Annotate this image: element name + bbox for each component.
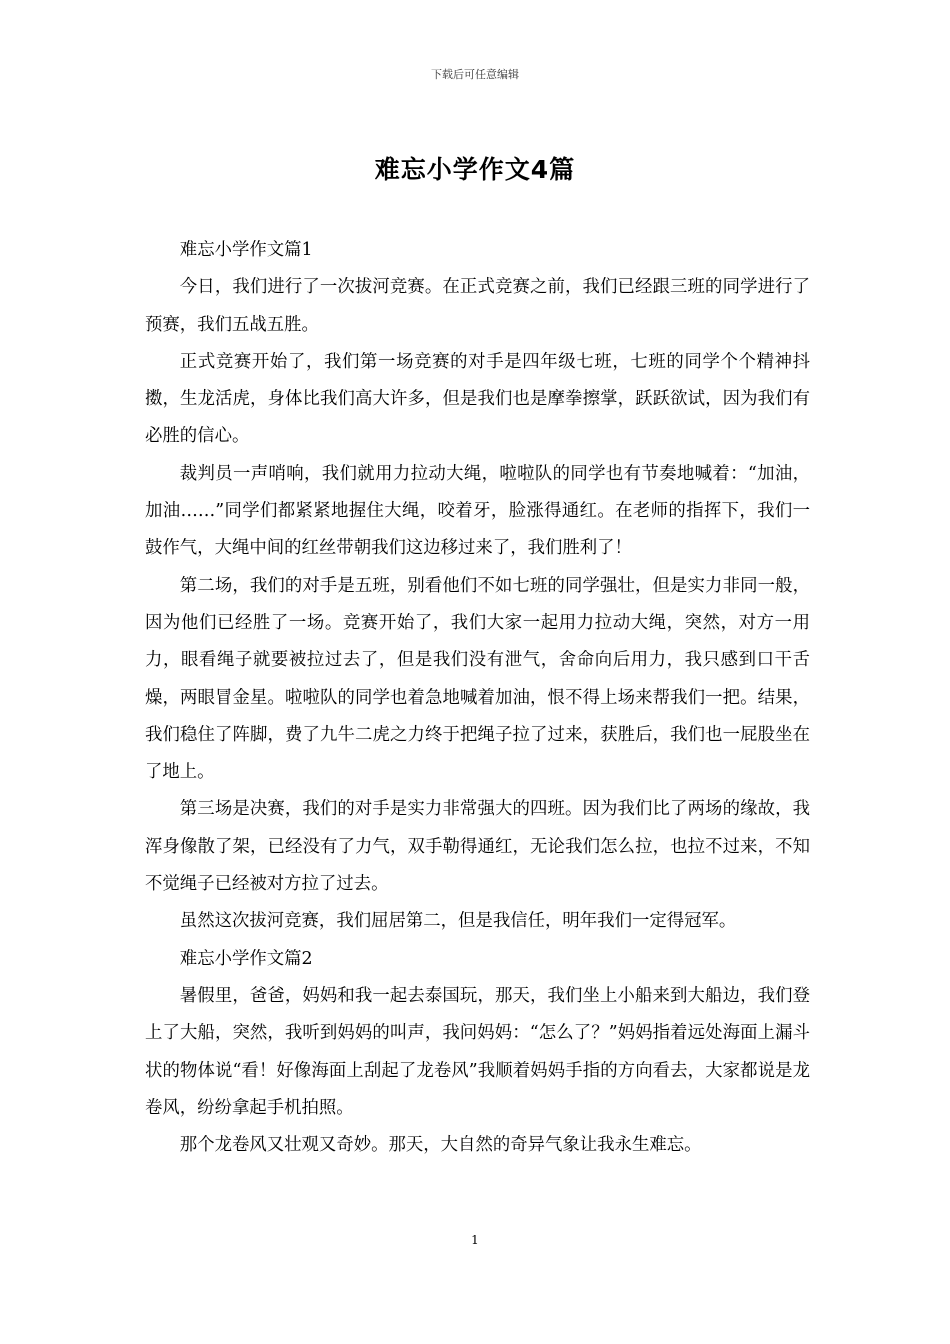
section-heading: 难忘小学作文篇2 (179, 948, 313, 969)
paragraph: 第三场是决赛，我们的对手是实力非常强大的四班。因为我们比了两场的缘故，我浑身像散了架，已经没有了力气，双手勒得通红，无论我们怎么拉，也拉不过来，不知不觉绳子已经被对方拉了过去。 (145, 799, 810, 895)
paragraph: 那个龙卷风又壮观又奇妙。那天，大自然的奇异气象让我永生难忘。 (179, 1135, 702, 1156)
paragraph: 今日，我们进行了一次拔河竞赛。在正式竞赛之前，我们已经跟三班的同学进行了预赛，我们五战五胜。 (145, 277, 810, 335)
page-number: 1 (471, 1233, 479, 1247)
section-heading: 难忘小学作文篇1 (179, 240, 313, 260)
paragraph: 虽然这次拔河竞赛，我们屈居第二，但是我信任，明年我们一定得冠军。 (179, 911, 737, 932)
paragraph: 裁判员一声哨响，我们就用力拉动大绳，啦啦队的同学也有节奏地喊着：“加油，加油……”同学们都紧紧地握住大绳，咬着牙，脸涨得通红。在老师的指挥下，我们一鼓作气，大绳中间的红丝带朝我们这边移过来了，我们胜利了！ (145, 463, 810, 559)
paragraph: 第二场，我们的对手是五班，别看他们不如七班的同学强壮，但是实力非同一般，因为他们已经胜了一场。竞赛开始了，我们大家一起用力拉动大绳，突然，对方一用力，眼看绳子就要被拉过去了，但是我们没有泄气，舍命向后用力，我只感到口干舌燥，两眼冒金星。啦啦队的同学也着急地喊着加油，恨不得上场来帮我们一把。结果，我们稳住了阵脚，费了九牛二虎之力终于把绳子拉了过来，获胜后，我们也一屁股坐在了地上。 (145, 575, 810, 783)
document-title: 难忘小学作文4篇 (374, 155, 576, 184)
header-note: 下载后可任意编辑 (431, 68, 519, 81)
paragraph: 暑假里，爸爸，妈妈和我一起去泰国玩，那天，我们坐上小船来到大船边，我们登上了大船，突然，我听到妈妈的叫声，我问妈妈：“怎么了？”妈妈指着远处海面上漏斗状的物体说“看！好像海面上刮起了龙卷风”我顺着妈妈手指的方向看去，大家都说是龙卷风，纷纷拿起手机拍照。 (145, 985, 810, 1118)
paragraph: 正式竞赛开始了，我们第一场竞赛的对手是四年级七班，七班的同学个个精神抖擞，生龙活虎，身体比我们高大许多，但是我们也是摩拳擦掌，跃跃欲试，因为我们有必胜的信心。 (145, 351, 810, 447)
document-body (145, 232, 810, 1164)
